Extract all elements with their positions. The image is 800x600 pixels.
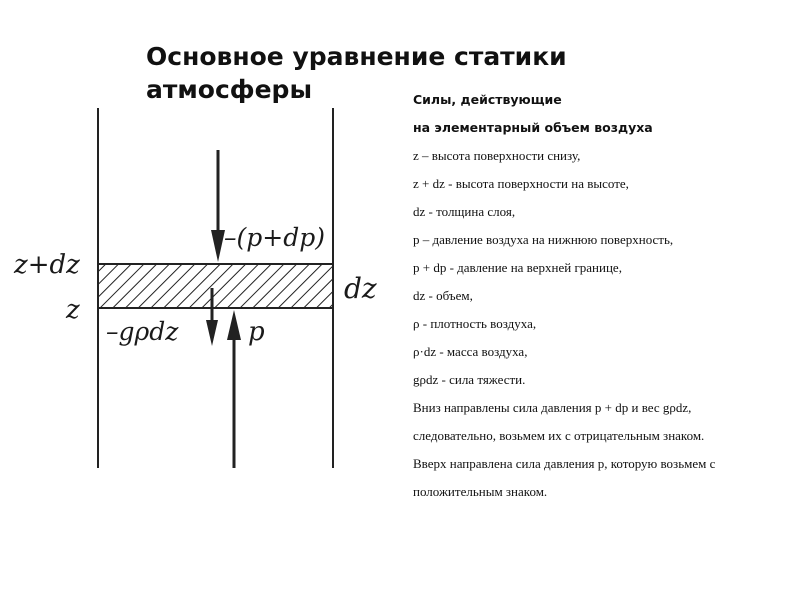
- label-p-plus-dp: –(p+dp): [224, 223, 325, 252]
- arrow-down-pressure-head: [211, 230, 225, 262]
- description-block: [413, 88, 793, 508]
- page-title-line-2: атмосферы: [146, 75, 313, 104]
- text-line: p + dp - давление на верхней границе,: [413, 260, 622, 275]
- page-title-line-1: Основное уравнение статики: [146, 42, 567, 71]
- text-line: z – высота поверхности снизу,: [413, 148, 581, 163]
- label-z-plus-dz: z+dz: [14, 250, 80, 280]
- air-layer: [98, 264, 333, 308]
- label-z: z: [66, 295, 80, 325]
- text-line: z + dz - высота поверхности на высоте,: [413, 176, 629, 191]
- arrow-up-pressure-head: [227, 310, 241, 340]
- text-line: ρ·dz - масса воздуха,: [413, 344, 528, 359]
- label-gravity: –gρdz: [106, 317, 179, 346]
- text-line: следовательно, возьмем их с отрицательным знаком.: [413, 428, 705, 443]
- heading-line-2: на элементарный объем воздуха: [413, 120, 653, 135]
- text-line: Вверх направлена сила давления p, которую возьмем с: [413, 456, 716, 471]
- text-line: положительным знаком.: [413, 484, 548, 499]
- heading-line-1: Силы, действующие: [413, 92, 562, 107]
- text-line: dz - толщина слоя,: [413, 204, 516, 219]
- text-line: gρdz - сила тяжести.: [413, 372, 526, 387]
- label-dz: dz: [344, 272, 377, 305]
- text-line: p – давление воздуха на нижнюю поверхность,: [413, 232, 674, 247]
- text-line: Вниз направлены сила давления p + dp и вес gρdz,: [413, 400, 692, 415]
- text-line: ρ - плотность воздуха,: [413, 316, 537, 331]
- text-line: dz - объем,: [413, 288, 473, 303]
- arrow-gravity-head: [206, 320, 218, 346]
- label-p: p: [248, 317, 265, 347]
